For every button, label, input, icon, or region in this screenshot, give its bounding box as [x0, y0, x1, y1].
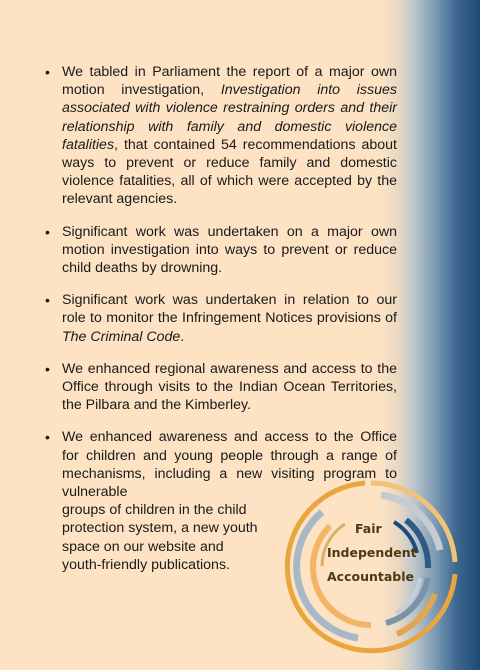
bullet-icon: • — [45, 292, 50, 309]
item-text-cont: . — [180, 328, 185, 345]
report-title: Investigation into issues associated with violence restraining orders and their relationship with family and domestic violence fatalities — [62, 82, 397, 153]
legislation-title: The Criminal Code — [62, 328, 181, 345]
bullet-icon: • — [45, 429, 50, 446]
bullet-icon: • — [45, 64, 50, 80]
value-accountable: Accountable — [327, 569, 414, 584]
arc-rings-graphic — [282, 478, 460, 656]
item-text: We enhanced regional awareness and access to the Office through visits to the Indian Ocean Territories, the Pilbara and the Kimberley. — [62, 360, 397, 414]
values-emblem — [282, 478, 460, 656]
bullet-icon: • — [45, 223, 50, 240]
list-item — [40, 63, 397, 209]
item-text-cont: groups of children in the child protection system, a new youth space on our website and youth-friendly publications. — [62, 502, 258, 573]
item-text: We tabled in Parliament the report of a major own motion investigation, — [62, 64, 397, 99]
list-item — [40, 291, 397, 346]
list-item — [40, 223, 397, 278]
item-text-cont: , that contained 54 recommendations about ways to prevent or reduce family and domestic violence fatalities, all of which were accepted by the relevant agencies. — [62, 136, 397, 208]
item-text: Significant work was undertaken on a major own motion investigation into ways to prevent or reduce child deaths by drowning. — [62, 223, 397, 277]
value-independent: Independent — [327, 545, 417, 560]
item-text: Significant work was undertaken in relation to our role to monitor the Infringement Notices provisions of — [62, 292, 397, 327]
item-text: We enhanced awareness and access to the Office for children and young people through a range of mechanisms, including a new visiting program to vulnerable — [62, 429, 397, 501]
bullet-icon: • — [45, 360, 50, 377]
list-item — [40, 360, 397, 415]
value-fair: Fair — [355, 521, 382, 536]
